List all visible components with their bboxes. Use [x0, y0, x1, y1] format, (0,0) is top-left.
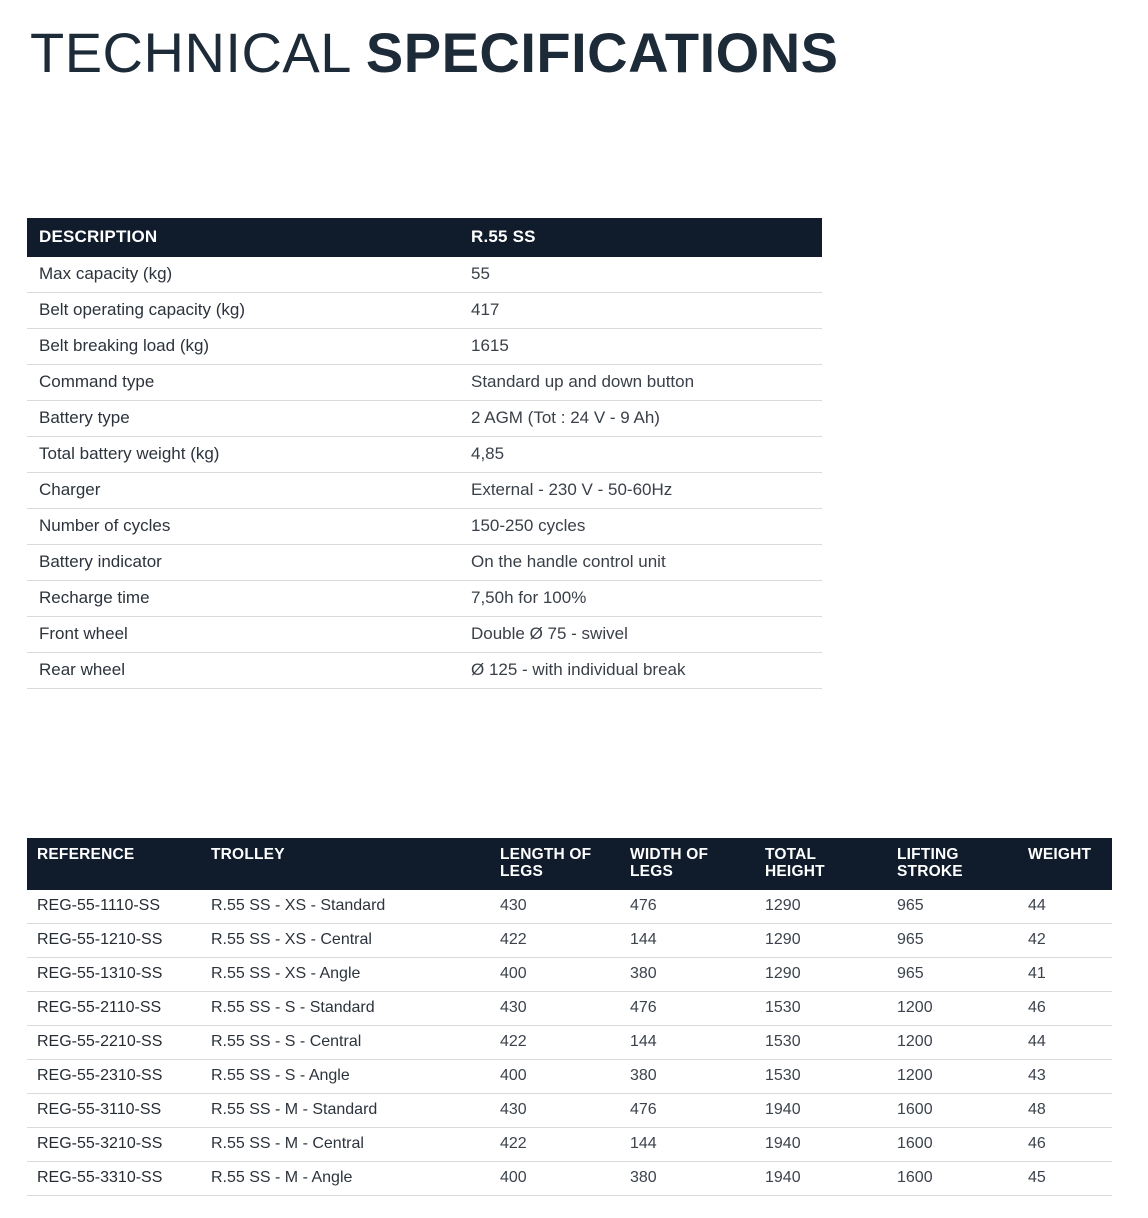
spec-value: 417 — [459, 293, 822, 329]
cell-reference: REG-55-2210-SS — [27, 1025, 201, 1059]
cell-weight: 43 — [1018, 1059, 1112, 1093]
cell-lifting-stroke: 1200 — [887, 1059, 1018, 1093]
table-row — [27, 653, 822, 689]
table-row — [27, 545, 822, 581]
spec-value: On the handle control unit — [459, 545, 822, 581]
column-header-total-height — [755, 838, 887, 890]
cell-weight: 48 — [1018, 1093, 1112, 1127]
cell-trolley: R.55 SS - XS - Central — [201, 923, 490, 957]
cell-total-height: 1530 — [755, 1059, 887, 1093]
table-row — [27, 1059, 1112, 1093]
column-header-length-line1: LENGTH OF — [500, 846, 592, 863]
spec-label: Rear wheel — [27, 653, 459, 689]
table-header-row — [27, 838, 1112, 890]
cell-length-of-legs: 430 — [490, 991, 620, 1025]
cell-length-of-legs: 430 — [490, 1093, 620, 1127]
cell-reference: REG-55-3110-SS — [27, 1093, 201, 1127]
cell-width-of-legs: 476 — [620, 991, 755, 1025]
column-header-reference-line1: REFERENCE — [37, 846, 135, 863]
spec-label: Battery type — [27, 401, 459, 437]
cell-lifting-stroke: 965 — [887, 890, 1018, 924]
spec-value: 150-250 cycles — [459, 509, 822, 545]
cell-lifting-stroke: 1200 — [887, 991, 1018, 1025]
reference-table — [27, 838, 1112, 1196]
spec-label: Belt breaking load (kg) — [27, 329, 459, 365]
table-row — [27, 509, 822, 545]
table-row — [27, 329, 822, 365]
column-header-lifting-line2: STROKE — [897, 863, 963, 881]
cell-total-height: 1940 — [755, 1093, 887, 1127]
cell-lifting-stroke: 965 — [887, 957, 1018, 991]
spec-label: Command type — [27, 365, 459, 401]
reference-table-body — [27, 890, 1112, 1196]
column-header-length-line2: LEGS — [500, 863, 544, 881]
cell-width-of-legs: 144 — [620, 923, 755, 957]
spec-label: Front wheel — [27, 617, 459, 653]
spec-value: External - 230 V - 50-60Hz — [459, 473, 822, 509]
cell-length-of-legs: 400 — [490, 1161, 620, 1195]
cell-total-height: 1940 — [755, 1161, 887, 1195]
cell-weight: 44 — [1018, 890, 1112, 924]
spec-label: Battery indicator — [27, 545, 459, 581]
spec-value: Ø 125 - with individual break — [459, 653, 822, 689]
cell-length-of-legs: 422 — [490, 1127, 620, 1161]
column-header-weight — [1018, 838, 1112, 890]
cell-total-height: 1940 — [755, 1127, 887, 1161]
table-row — [27, 401, 822, 437]
cell-reference: REG-55-1210-SS — [27, 923, 201, 957]
specifications-table-body — [27, 257, 822, 689]
table-row — [27, 293, 822, 329]
cell-trolley: R.55 SS - M - Standard — [201, 1093, 490, 1127]
cell-weight: 46 — [1018, 1127, 1112, 1161]
cell-length-of-legs: 422 — [490, 923, 620, 957]
column-header-width-of-legs — [620, 838, 755, 890]
table-row — [27, 991, 1112, 1025]
cell-trolley: R.55 SS - XS - Standard — [201, 890, 490, 924]
spec-label: Number of cycles — [27, 509, 459, 545]
cell-lifting-stroke: 1600 — [887, 1093, 1018, 1127]
table-row — [27, 1127, 1112, 1161]
cell-weight: 42 — [1018, 923, 1112, 957]
table-row — [27, 365, 822, 401]
column-header-lifting-stroke — [887, 838, 1018, 890]
cell-total-height: 1290 — [755, 957, 887, 991]
table-row — [27, 1025, 1112, 1059]
specifications-table-head — [27, 218, 822, 257]
cell-width-of-legs: 476 — [620, 890, 755, 924]
cell-reference: REG-55-3310-SS — [27, 1161, 201, 1195]
cell-total-height: 1530 — [755, 991, 887, 1025]
spec-value: 1615 — [459, 329, 822, 365]
cell-reference: REG-55-1110-SS — [27, 890, 201, 924]
cell-trolley: R.55 SS - S - Central — [201, 1025, 490, 1059]
spec-label: Recharge time — [27, 581, 459, 617]
spec-label: Belt operating capacity (kg) — [27, 293, 459, 329]
cell-width-of-legs: 476 — [620, 1093, 755, 1127]
cell-width-of-legs: 380 — [620, 1059, 755, 1093]
cell-weight: 44 — [1018, 1025, 1112, 1059]
column-header-trolley-line1: TROLLEY — [211, 846, 285, 863]
specifications-table — [27, 218, 822, 689]
cell-reference: REG-55-3210-SS — [27, 1127, 201, 1161]
spec-label: Max capacity (kg) — [27, 257, 459, 293]
cell-width-of-legs: 144 — [620, 1025, 755, 1059]
cell-total-height: 1530 — [755, 1025, 887, 1059]
table-row — [27, 257, 822, 293]
cell-total-height: 1290 — [755, 923, 887, 957]
cell-width-of-legs: 380 — [620, 957, 755, 991]
table-header-row — [27, 218, 822, 257]
cell-reference: REG-55-1310-SS — [27, 957, 201, 991]
column-header-trolley — [201, 838, 490, 890]
cell-width-of-legs: 380 — [620, 1161, 755, 1195]
column-header-length-of-legs — [490, 838, 620, 890]
cell-reference: REG-55-2110-SS — [27, 991, 201, 1025]
cell-lifting-stroke: 1600 — [887, 1127, 1018, 1161]
column-header-weight-line1: WEIGHT — [1028, 846, 1092, 863]
cell-weight: 46 — [1018, 991, 1112, 1025]
spec-value: 4,85 — [459, 437, 822, 473]
column-header-model: R.55 SS — [459, 218, 822, 257]
spec-label: Total battery weight (kg) — [27, 437, 459, 473]
cell-lifting-stroke: 965 — [887, 923, 1018, 957]
spec-value: Double Ø 75 - swivel — [459, 617, 822, 653]
table-row — [27, 437, 822, 473]
cell-weight: 45 — [1018, 1161, 1112, 1195]
cell-length-of-legs: 422 — [490, 1025, 620, 1059]
column-header-total-line1: TOTAL — [765, 846, 817, 863]
page-title — [30, 20, 839, 85]
spec-value: 7,50h for 100% — [459, 581, 822, 617]
table-row — [27, 1093, 1112, 1127]
table-row — [27, 473, 822, 509]
cell-weight: 41 — [1018, 957, 1112, 991]
spec-value: 55 — [459, 257, 822, 293]
page-title-light: TECHNICAL — [30, 21, 366, 84]
spec-value: Standard up and down button — [459, 365, 822, 401]
cell-length-of-legs: 400 — [490, 957, 620, 991]
reference-table-head — [27, 838, 1112, 890]
cell-trolley: R.55 SS - S - Standard — [201, 991, 490, 1025]
column-header-width-line1: WIDTH OF — [630, 846, 709, 863]
table-row — [27, 1161, 1112, 1195]
table-row — [27, 923, 1112, 957]
page-title-bold: SPECIFICATIONS — [365, 21, 839, 84]
table-row — [27, 890, 1112, 924]
cell-total-height: 1290 — [755, 890, 887, 924]
column-header-lifting-line1: LIFTING — [897, 846, 959, 863]
cell-trolley: R.55 SS - M - Angle — [201, 1161, 490, 1195]
spec-label: Charger — [27, 473, 459, 509]
cell-trolley: R.55 SS - S - Angle — [201, 1059, 490, 1093]
column-header-description: DESCRIPTION — [27, 218, 459, 257]
cell-lifting-stroke: 1200 — [887, 1025, 1018, 1059]
cell-trolley: R.55 SS - M - Central — [201, 1127, 490, 1161]
cell-reference: REG-55-2310-SS — [27, 1059, 201, 1093]
spec-value: 2 AGM (Tot : 24 V - 9 Ah) — [459, 401, 822, 437]
cell-length-of-legs: 400 — [490, 1059, 620, 1093]
column-header-reference — [27, 838, 201, 890]
column-header-width-line2: LEGS — [630, 863, 674, 881]
cell-width-of-legs: 144 — [620, 1127, 755, 1161]
table-row — [27, 581, 822, 617]
column-header-total-line2: HEIGHT — [765, 863, 825, 881]
table-row — [27, 957, 1112, 991]
cell-lifting-stroke: 1600 — [887, 1161, 1018, 1195]
table-row — [27, 617, 822, 653]
cell-length-of-legs: 430 — [490, 890, 620, 924]
cell-trolley: R.55 SS - XS - Angle — [201, 957, 490, 991]
